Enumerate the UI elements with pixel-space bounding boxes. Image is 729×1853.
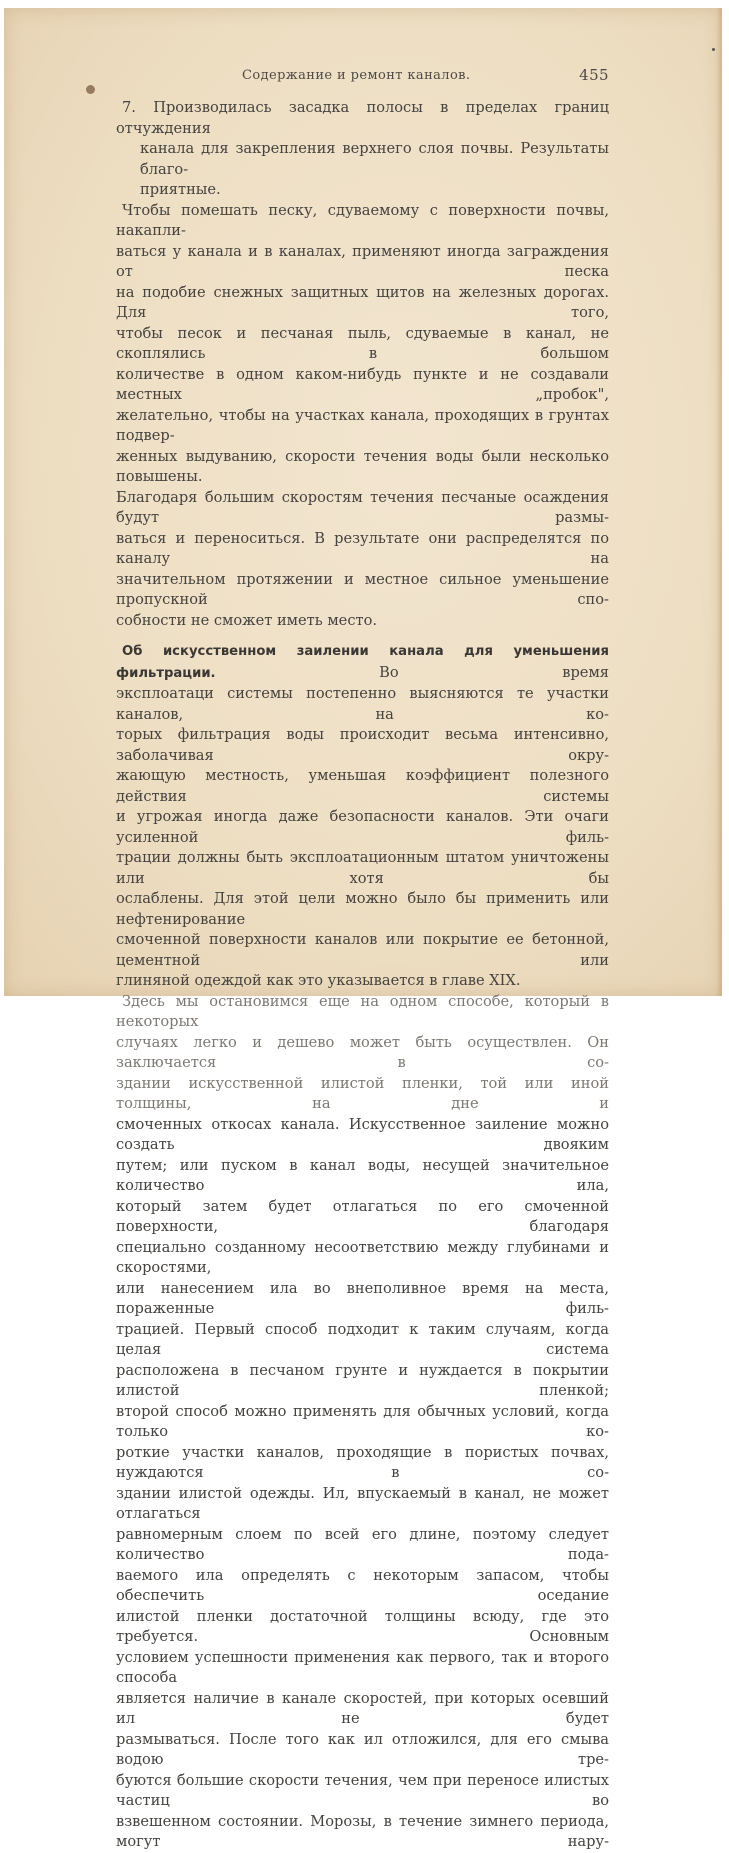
text-line: Благодаря большим скоростям течения песчаные осаждения будут размы- (116, 488, 609, 526)
text-line: Здесь мы остановимся еще на одном способе, который в некоторых (116, 992, 609, 1030)
text-line: жающую местность, уменьшая коэффициент полезного действия системы (116, 767, 609, 805)
text-line: желательно, чтобы на участках канала, проходящих в грунтах подвер- (116, 406, 609, 444)
text-line: здании искусственной илистой пленки, той или иной толщины, на дне и (116, 1074, 609, 1112)
heading-line-rest: Во время (379, 663, 609, 681)
section-heading: Об искусственном заилении канала для уменьшения фильтрации. (116, 644, 609, 681)
running-header (116, 66, 609, 88)
page-edge-shadow (716, 8, 722, 996)
text-line: второй способ можно применять для обычных условий, когда только ко- (116, 1402, 609, 1440)
text-line: трации должны быть эксплоатационным штатом уничтожены или хотя бы (116, 849, 609, 887)
text-line: приятные. (140, 181, 221, 198)
text-line: женных выдуванию, скорости течения воды были несколько повышены. (116, 447, 609, 485)
text-line: чтобы песок и песчаная пыль, сдуваемые в канал, не скоплялись в большом (116, 324, 609, 362)
text-line: значительном протяжении и местное сильное уменьшение пропускной спо- (116, 570, 609, 608)
ink-spot (86, 85, 95, 94)
page-number: 455 (579, 66, 609, 84)
text-line: илистой пленки достаточной толщины всюду, где это требуется. Основным (116, 1607, 609, 1645)
text-line: смоченной поверхности каналов или покрытие ее бетонной, цементной или (116, 931, 609, 969)
paragraph-sand (116, 201, 609, 632)
list-item-7 (116, 98, 609, 201)
text-line: взвешенном состоянии. Морозы, в течение зимнего периода, могут нару- (116, 1812, 609, 1850)
text-line: собности не сможет иметь место. (116, 611, 377, 629)
text-line: является наличие в канале скоростей, при которых осевший ил не будет (116, 1689, 609, 1727)
text-line: ваться и переноситься. В результате они распределятся по каналу на (116, 529, 609, 567)
text-line: глиняной одеждой как это указывается в главе XIX. (116, 972, 521, 989)
text-line: на подобие снежных защитных щитов на железных дорогах. Для того, (116, 283, 609, 321)
text-line: равномерным слоем по всей его длине, поэтому следует количество пода- (116, 1525, 609, 1563)
text-line: случаях легко и дешево может быть осуществлен. Он заключается в со- (116, 1033, 609, 1071)
text-line: 7. Производилась засадка полосы в пределах границ отчуждения (116, 99, 609, 137)
text-line: или нанесением ила во внеполивное время на места, пораженные филь- (116, 1279, 609, 1317)
margin-mark (712, 48, 715, 51)
text-line: Чтобы помешать песку, сдуваемому с поверхности почвы, накапли- (116, 201, 609, 239)
text-line: канала для закрепления верхнего слоя почвы. Результаты благо- (140, 140, 609, 178)
text-line: торых фильтрация воды происходит весьма интенсивно, заболачивая окру- (116, 726, 609, 764)
text-line: размываться. После того как ил отложился, для его смыва водою тре- (116, 1730, 609, 1768)
text-line: эксплоатаци системы постепенно выясняются те участки каналов, на ко- (116, 685, 609, 723)
text-line: здании илистой одежды. Ил, впускаемый в канал, не может отлагаться (116, 1484, 609, 1522)
text-line: буются большие скорости течения, чем при переносе илистых частиц во (116, 1771, 609, 1809)
text-line: путем; или пуском в канал воды, несущей значительное количество ила, (116, 1156, 609, 1194)
text-line: и угрожая иногда даже безопасности каналов. Эти очаги усиленной филь- (116, 808, 609, 846)
text-line: специально созданному несоответствию между глубинами и скоростями, (116, 1238, 609, 1276)
paragraph-silting (116, 641, 609, 992)
text-line: ваться у канала и в каналах, применяют иногда заграждения от песка (116, 242, 609, 280)
body-text (116, 98, 609, 1853)
text-line: расположена в песчаном грунте и нуждается в покрытии илистой пленкой; (116, 1361, 609, 1399)
text-line: трацией. Первый способ подходит к таким случаям, когда целая система (116, 1320, 609, 1358)
text-line (116, 641, 609, 684)
text-line: который затем будет отлагаться по его смоченной поверхности, благодаря (116, 1197, 609, 1235)
paragraph-methods (116, 992, 609, 1853)
text-line: количестве в одном каком-нибудь пункте и не создавали местных „пробок", (116, 365, 609, 403)
text-line: роткие участки каналов, проходящие в пористых почвах, нуждаются в со- (116, 1443, 609, 1481)
running-title: Содержание и ремонт каналов. (242, 68, 471, 83)
text-line: смоченных откосах канала. Искусственное заиление можно создать двояким (116, 1115, 609, 1153)
text-line: ослаблены. Для этой цели можно было бы применить или нефтенирование (116, 890, 609, 928)
text-line: условием успешности применения как первого, так и второго способа (116, 1648, 609, 1686)
text-line: ваемого ила определять с некоторым запасом, чтобы обеспечить оседание (116, 1566, 609, 1604)
